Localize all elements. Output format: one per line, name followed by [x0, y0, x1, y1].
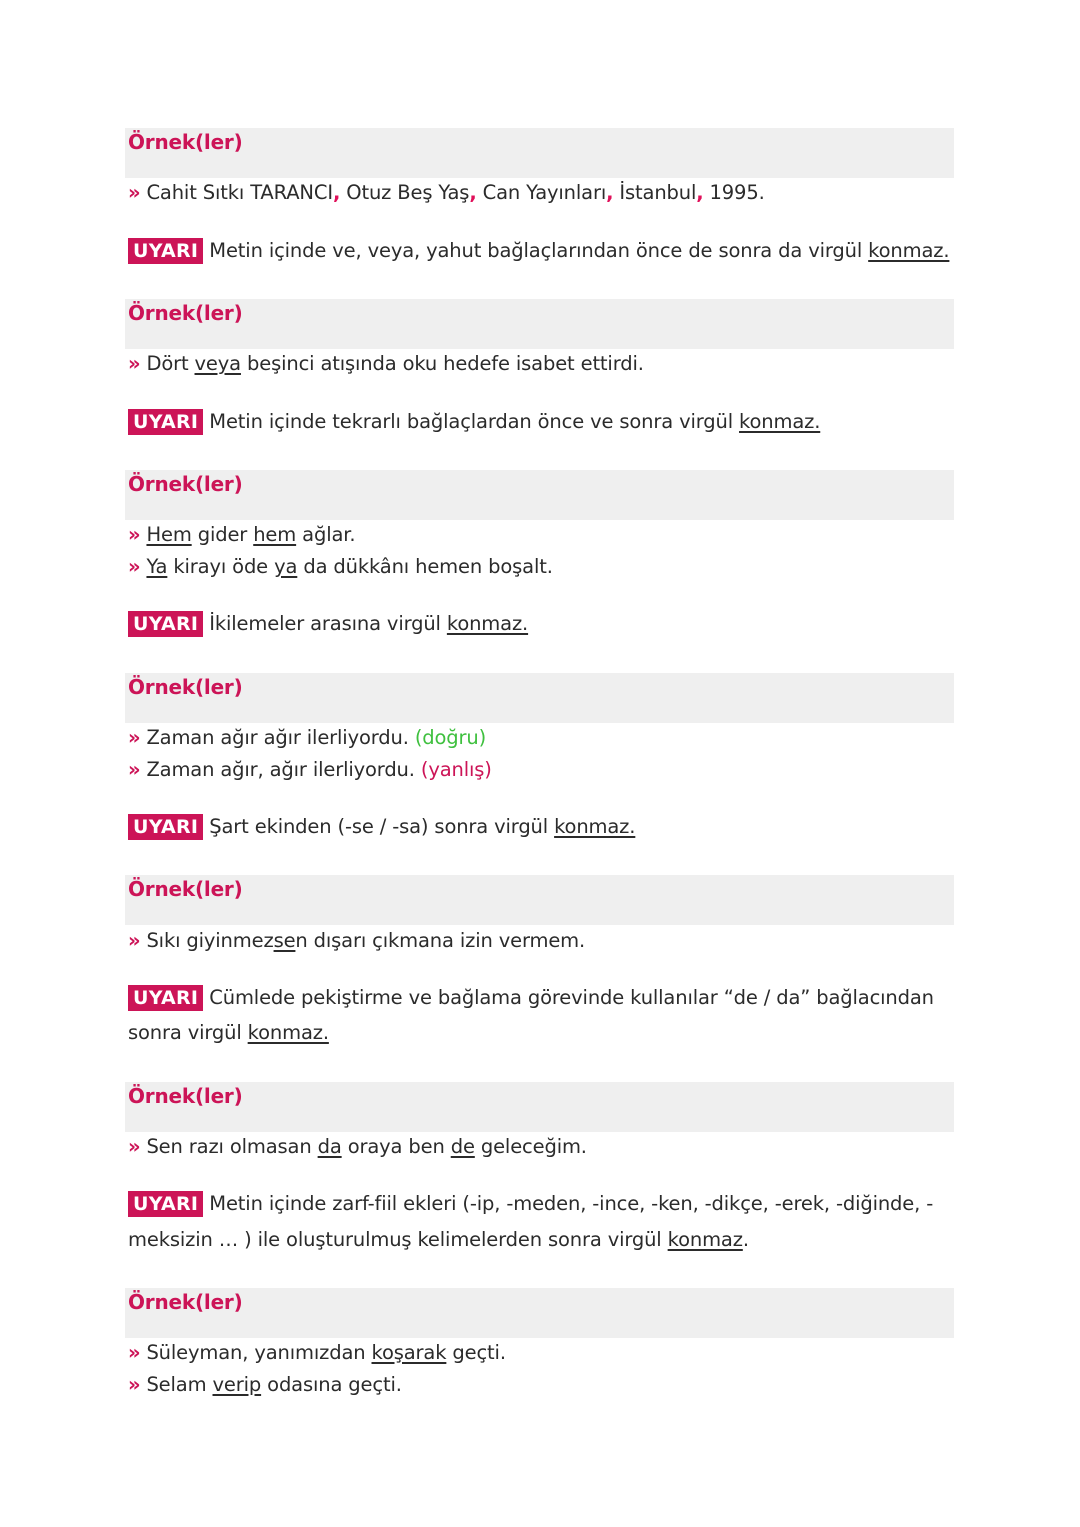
example-text: kirayı öde	[167, 555, 275, 578]
example-label: Örnek(ler)	[128, 675, 243, 699]
highlighted-comma: ,	[606, 181, 614, 204]
example-text: n dışarı çıkmana izin vermem.	[295, 929, 586, 952]
example-text: Süleyman, yanımızdan	[146, 1341, 372, 1364]
example-label: Örnek(ler)	[128, 301, 243, 325]
example-text: da dükkânı hemen boşalt.	[297, 555, 553, 578]
warning-text: Metin içinde zarf-fiil ekleri (-ip, -meden, -ince, -ken, -dikçe, -erek, -diğinde, -	[209, 1192, 934, 1215]
highlighted-comma: ,	[696, 181, 704, 204]
example-text: geleceğim.	[474, 1135, 587, 1158]
example-header-5	[125, 875, 954, 925]
underlined-word: veya	[194, 352, 241, 375]
example-text: Sen razı olmasan	[146, 1135, 318, 1158]
example-line	[128, 180, 765, 206]
arrow-bullet: »	[128, 1135, 141, 1158]
warning-text: İkilemeler arasına virgül	[209, 612, 447, 635]
warning-line	[128, 611, 528, 637]
example-header-7	[125, 1288, 954, 1338]
example-line	[128, 1372, 402, 1398]
warning-badge: UYARI	[128, 409, 203, 435]
example-header-1	[125, 128, 954, 178]
underlined-word: verip	[212, 1373, 262, 1396]
arrow-bullet: »	[128, 1373, 141, 1396]
underlined-word: hem	[253, 523, 297, 546]
warning-line	[128, 814, 635, 840]
warning-text: Metin içinde ve, veya, yahut bağlaçlarından önce de sonra da virgül	[209, 239, 869, 262]
warning-text-end: .	[742, 1228, 749, 1251]
warning-keyword: konmaz.	[739, 410, 821, 433]
example-line	[128, 554, 553, 580]
wrong-note: (yanlış)	[420, 758, 492, 781]
warning-text: Metin içinde tekrarlı bağlaçlardan önce ve sonra virgül	[209, 410, 740, 433]
example-line	[128, 351, 644, 377]
warning-keyword: konmaz.	[247, 1021, 329, 1044]
arrow-bullet: »	[128, 523, 141, 546]
underlined-word: de	[450, 1135, 475, 1158]
example-label: Örnek(ler)	[128, 1084, 243, 1108]
example-line	[128, 1134, 587, 1160]
arrow-bullet: »	[128, 181, 141, 204]
warning-badge: UYARI	[128, 985, 203, 1011]
example-header-4	[125, 673, 954, 723]
example-label: Örnek(ler)	[128, 130, 243, 154]
warning-text: Şart ekinden (-se / -sa) sonra virgül	[209, 815, 555, 838]
example-header-3	[125, 470, 954, 520]
underlined-word: koşarak	[371, 1341, 447, 1364]
example-text: Otuz Beş Yaş	[340, 181, 470, 204]
underlined-word: ya	[274, 555, 298, 578]
warning-text: sonra virgül	[128, 1021, 248, 1044]
example-text: Zaman ağır ağır ilerliyordu.	[146, 726, 415, 749]
warning-badge: UYARI	[128, 1191, 203, 1217]
warning-text: meksizin … ) ile oluşturulmuş kelimelerden sonra virgül	[128, 1228, 668, 1251]
arrow-bullet: »	[128, 929, 141, 952]
example-text: Cahit Sıtkı TARANCI	[146, 181, 333, 204]
underlined-word: Hem	[146, 523, 192, 546]
example-text: ağlar.	[296, 523, 356, 546]
warning-text: Cümlede pekiştirme ve bağlama görevinde kullanılar “de / da” bağlacından	[209, 986, 934, 1009]
example-line	[128, 1340, 506, 1366]
warning-badge: UYARI	[128, 611, 203, 637]
example-text: geçti.	[446, 1341, 506, 1364]
correct-note: (doğru)	[414, 726, 487, 749]
example-text: İstanbul	[613, 181, 697, 204]
example-text: gider	[191, 523, 254, 546]
arrow-bullet: »	[128, 1341, 141, 1364]
example-text: Dört	[146, 352, 195, 375]
example-line	[128, 522, 355, 548]
example-header-2	[125, 299, 954, 349]
example-label: Örnek(ler)	[128, 472, 243, 496]
warning-badge: UYARI	[128, 238, 203, 264]
highlighted-comma: ,	[469, 181, 477, 204]
example-text: Sıkı giyinmez	[146, 929, 274, 952]
underlined-suffix: se	[273, 929, 296, 952]
warning-line-continued	[128, 1227, 749, 1253]
example-label: Örnek(ler)	[128, 1290, 243, 1314]
underlined-word: Ya	[146, 555, 168, 578]
warning-keyword: konmaz.	[868, 239, 950, 262]
arrow-bullet: »	[128, 352, 141, 375]
example-header-6	[125, 1082, 954, 1132]
example-text: oraya ben	[341, 1135, 451, 1158]
warning-line-continued	[128, 1020, 329, 1046]
warning-line	[128, 1191, 933, 1217]
underlined-word: da	[317, 1135, 342, 1158]
example-line	[128, 928, 585, 954]
warning-keyword: konmaz.	[554, 815, 636, 838]
example-line	[128, 725, 486, 751]
arrow-bullet: »	[128, 758, 141, 781]
warning-line	[128, 409, 820, 435]
warning-badge: UYARI	[128, 814, 203, 840]
example-text: Can Yayınları	[476, 181, 607, 204]
highlighted-comma: ,	[332, 181, 341, 204]
example-label: Örnek(ler)	[128, 877, 243, 901]
example-line	[128, 757, 492, 783]
warning-line	[128, 238, 949, 264]
warning-line	[128, 985, 934, 1011]
example-text: Selam	[146, 1373, 213, 1396]
example-text: odasına geçti.	[261, 1373, 402, 1396]
arrow-bullet: »	[128, 555, 141, 578]
warning-keyword: konmaz	[667, 1228, 743, 1251]
warning-keyword: konmaz.	[446, 612, 529, 635]
example-text: 1995.	[703, 181, 765, 204]
example-text: beşinci atışında oku hedefe isabet ettirdi.	[240, 352, 644, 375]
arrow-bullet: »	[128, 726, 141, 749]
example-text: Zaman ağır, ağır ilerliyordu.	[146, 758, 421, 781]
